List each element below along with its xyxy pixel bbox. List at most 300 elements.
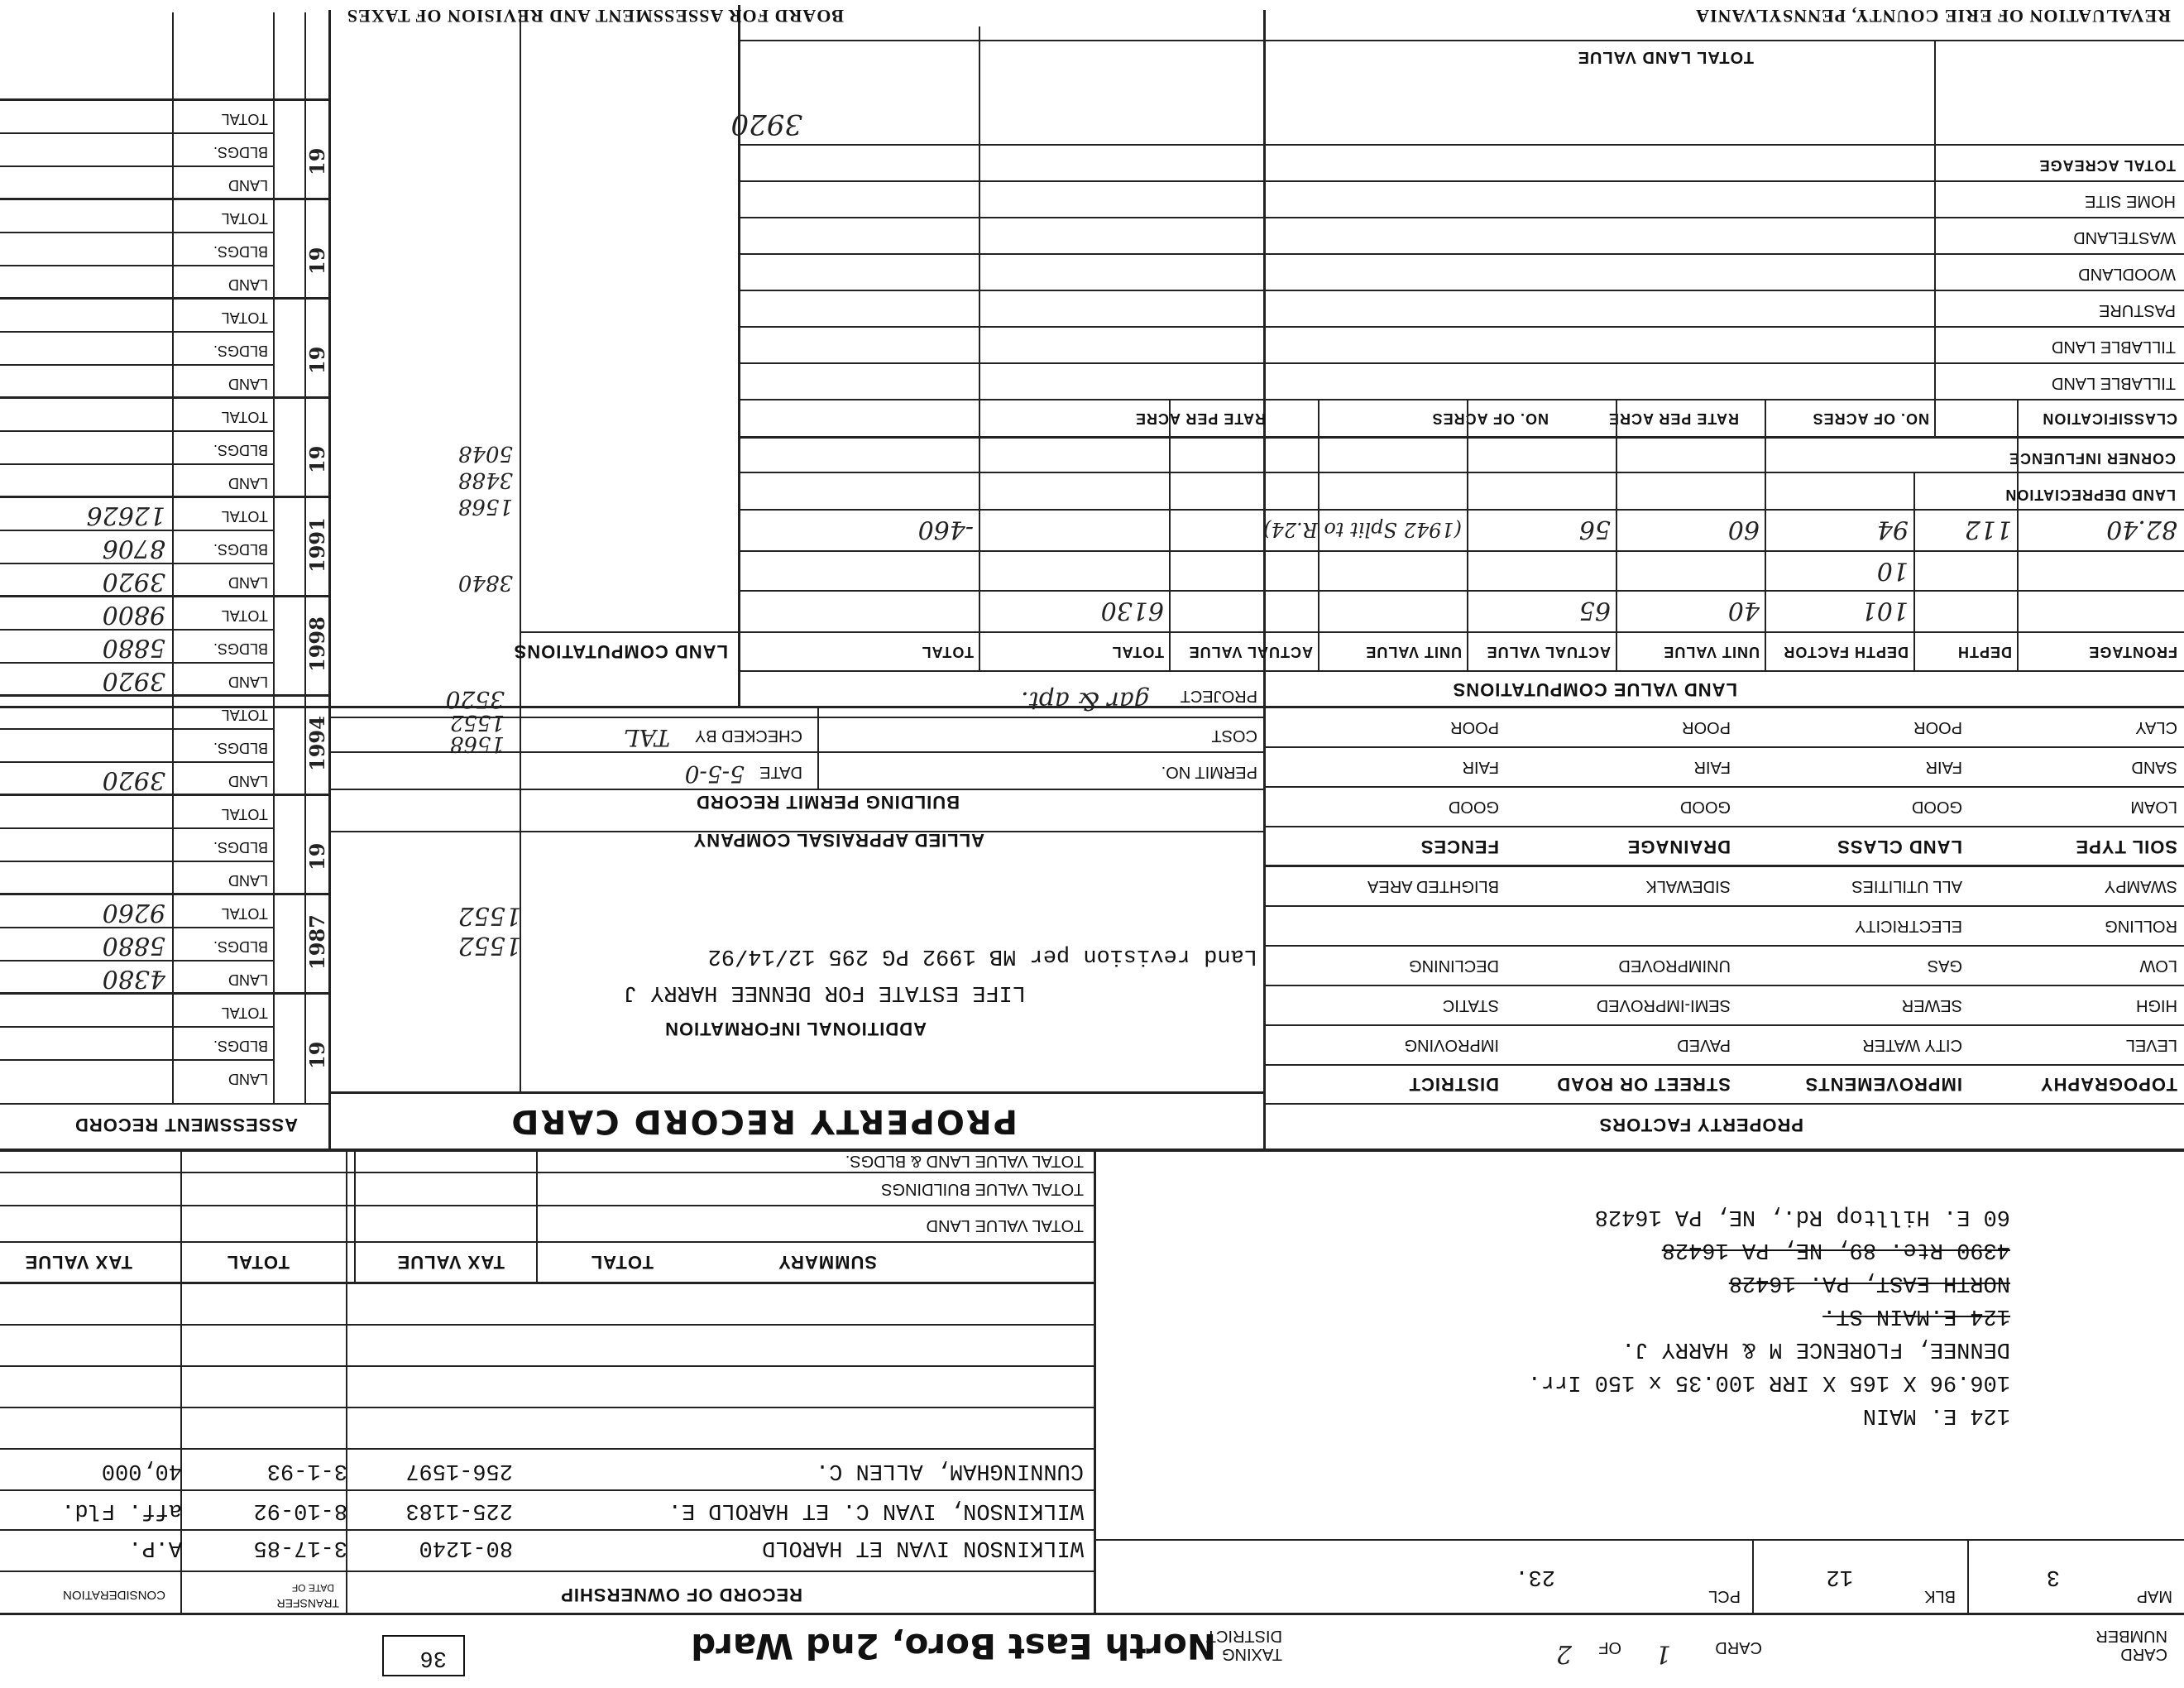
assessment-label: TOTAL (221, 111, 268, 127)
pf-cell: POOR (1913, 718, 1962, 737)
corner-influence-label: CORNER INFLUENCE (2008, 450, 2176, 467)
pf-cell: SWAMPY (2104, 877, 2177, 896)
acreage-row: WOODLAND (2078, 265, 2176, 283)
lv-col: FRONTAGE (2088, 644, 2177, 661)
summary-rule (0, 1172, 1096, 1173)
assessment-rule (0, 1103, 331, 1105)
assessment-value: 5880 (102, 633, 165, 662)
lc-value: 1568 (457, 494, 513, 519)
of-value: 2 (1555, 1639, 1572, 1668)
pf-rule (1266, 826, 2184, 827)
additional-title: ADDITIONAL INFORMATION (664, 1019, 927, 1039)
lv-col: DEPTH FACTOR (1783, 644, 1909, 661)
lv-col: ACTUAL VALUE (1188, 644, 1313, 661)
assessment-label: LAND (228, 773, 268, 789)
map-value: 3 (2046, 1564, 2060, 1589)
pf-cell: LOAM (2130, 798, 2177, 817)
assessment-label: TOTAL (221, 508, 268, 525)
assessment-label: TOTAL (221, 806, 268, 822)
lc-value: 5048 (457, 441, 513, 466)
pf-row (1266, 711, 2184, 744)
pf-cell: PAVED (1677, 1036, 1731, 1055)
lv-cell: 6130 (1100, 596, 1164, 626)
summary-rule (0, 1282, 1096, 1284)
address-line: 4390 Rte. 89, NE, PA 16428 (1661, 1237, 2010, 1262)
pf-row (1266, 790, 2184, 823)
lc-value: 1552 (457, 901, 521, 930)
assessment-row-rule (0, 827, 275, 829)
assessment-label: LAND (228, 376, 268, 392)
lv-cell: 101 (1861, 596, 1909, 626)
lv-rule (740, 631, 2184, 633)
assessment-label: LAND (228, 177, 268, 194)
assessment-label: BLDGS. (213, 640, 268, 657)
header-left: REVALUATION OF ERIE COUNTY, PENNSYLVANIA (1695, 6, 2171, 26)
permit-checked-value: TAL (624, 724, 670, 751)
assessment-block-rule (0, 694, 331, 697)
pf-row (1266, 909, 2184, 942)
lc-value: 1552 (449, 710, 505, 735)
property-card-title: PROPERTY RECORD CARD (510, 1102, 1018, 1140)
pf-col: LAND CLASS (1837, 837, 1962, 857)
pf-cell: ROLLING (2105, 917, 2177, 936)
lv-cell: 60 (1727, 515, 1760, 544)
address-line: 124 E. MAIN (1862, 1403, 2010, 1427)
pf-rule (1266, 746, 2184, 748)
pf-col: TOPOGRAPHY (2039, 1074, 2177, 1095)
address-line: 60 E. Hilltop Rd., NE, PA 16428 (1594, 1204, 2010, 1229)
assessment-row-rule (0, 728, 275, 730)
center-rule (331, 1091, 1266, 1094)
ownership-rule (0, 1407, 1096, 1408)
land-value-title: LAND VALUE COMPUTATIONS (1452, 679, 1737, 700)
assessment-label: BLDGS. (213, 343, 268, 359)
pf-col: DISTRICT (1408, 1074, 1499, 1095)
ownership-rule (0, 1489, 1096, 1491)
lv-row (740, 513, 2184, 546)
allied-label: ALLIED APPRAISAL COMPANY (692, 830, 984, 851)
acreage-col: NO. OF ACRES (1812, 410, 1929, 428)
lv-cell: 94 (1876, 515, 1909, 544)
lv-col: ACTUAL VALUE (1486, 644, 1611, 661)
assessment-value: 8706 (102, 534, 165, 563)
assessment-row-rule (0, 761, 275, 763)
summary-tax-label: TAX VALUE (396, 1252, 505, 1273)
acreage-headers (1266, 402, 2184, 435)
ownership-title: RECORD OF OWNERSHIP (560, 1585, 802, 1605)
assessment-row-rule (0, 563, 275, 564)
acreage-col: NO. OF ACRES (1431, 410, 1549, 428)
summary-rule (0, 1241, 1096, 1243)
assessment-divider (328, 10, 331, 1152)
acreage-row: TILLABLE LAND (2051, 338, 2176, 356)
pf-cell: SEWER (1901, 996, 1962, 1015)
assessment-value: 9800 (102, 600, 165, 629)
pf-rule (1266, 905, 2184, 907)
owner-name: WILKINSON, IVAN C. ET HAROLD E. (668, 1498, 1084, 1523)
acreage-rule (740, 399, 2184, 400)
acreage-rule (740, 180, 2184, 182)
transfer-label: TRANSFER (276, 1597, 339, 1610)
permit-date-value: 5-5-0 (684, 760, 745, 788)
acreage-row: PASTURE (2099, 301, 2176, 319)
card-number-label: CARD NUMBER (2095, 1627, 2167, 1663)
acreage-row: TILLABLE LAND (2051, 374, 2176, 392)
assessment-label: LAND (228, 971, 268, 988)
assessment-label: BLDGS. (213, 839, 268, 856)
assessment-value: 3920 (102, 765, 165, 794)
taxing-district: North East Boro, 2nd Ward (691, 1626, 1216, 1666)
pf-row (1266, 949, 2184, 982)
assessment-value: 9260 (102, 898, 165, 927)
lv-cell: 56 (1578, 515, 1611, 544)
assessment-year: 19 (305, 842, 329, 870)
assessment-label: TOTAL (221, 905, 268, 922)
pf-cell: FAIR (1925, 758, 1962, 777)
permit-checked-label: CHECKED BY (694, 727, 802, 745)
pf-row (1266, 750, 2184, 784)
pf-cell: SIDEWALK (1645, 877, 1731, 896)
lv-divider (1169, 399, 1171, 672)
property-factors-title: PROPERTY FACTORS (1598, 1115, 1803, 1135)
permit-project-amount: 3520 (445, 686, 505, 713)
lv-divider (1934, 41, 1936, 439)
map-divider (1967, 1541, 1969, 1615)
assessment-row-rule (0, 265, 275, 266)
assessment-row-rule (0, 1059, 275, 1061)
owner-consideration: A.P. (128, 1535, 182, 1560)
additional-handwritten (458, 900, 521, 960)
acreage-col: CLASSIFICATION (2042, 410, 2177, 428)
assessment-block-rule (0, 496, 331, 498)
summary-row-label: TOTAL VALUE LAND (926, 1216, 1084, 1235)
assessment-row-rule (0, 629, 275, 631)
assessment-row-rule (0, 430, 275, 432)
summary-total-label: TOTAL (590, 1252, 654, 1273)
acreage-row: WASTELAND (2073, 228, 2176, 247)
assessment-year: 19 (305, 247, 329, 275)
pf-cell: GOOD (1448, 798, 1499, 817)
assessment-label: BLDGS. (213, 740, 268, 756)
permit-divider (817, 707, 819, 790)
pf-cell: STATIC (1442, 996, 1499, 1015)
lv-cell: 82.40 (2106, 515, 2177, 544)
pf-cell: IMPROVING (1404, 1036, 1499, 1055)
pf-cell: CITY WATER (1862, 1036, 1962, 1055)
pf-cell: BLIGHTED AREA (1367, 877, 1499, 896)
land-computations-title: LAND COMPUTATIONS (513, 641, 728, 662)
center-rule (331, 831, 1266, 832)
assessment-year: 19 (305, 147, 329, 175)
pf-rule (1266, 1024, 2184, 1026)
lv-col: DEPTH (1956, 644, 2012, 661)
owner-ref: 256-1597 (405, 1458, 513, 1483)
assessment-row-rule (0, 232, 275, 233)
assessment-label: BLDGS. (213, 144, 268, 161)
assessment-label: LAND (228, 574, 268, 591)
date-of-label: DATE OF (291, 1582, 334, 1594)
assessment-label: TOTAL (221, 210, 268, 227)
summary-tax-label-2: TAX VALUE (24, 1252, 132, 1273)
assessment-label: TOTAL (221, 607, 268, 624)
pf-col: IMPROVEMENTS (1804, 1074, 1962, 1095)
ownership-row (8, 1531, 1084, 1564)
lv-cell: -460 (917, 515, 974, 544)
lv-column-headers (740, 635, 2184, 669)
pf-rule (1266, 786, 2184, 788)
owner-date: 8-10-92 (253, 1498, 347, 1523)
lc-value: 1552 (457, 931, 521, 960)
assessment-value: 4380 (102, 964, 165, 993)
assessment-year: 1998 (305, 616, 329, 672)
permit-date-label: DATE (759, 763, 802, 781)
total-land-value-label: TOTAL LAND VALUE (1577, 48, 1754, 66)
of-label: OF (1598, 1638, 1621, 1657)
assessment-label: TOTAL (221, 309, 268, 326)
pf-column-headers (1266, 830, 2184, 863)
acreage-rule (740, 253, 2184, 255)
permit-title: BUILDING PERMIT RECORD (696, 792, 960, 813)
lv-col: UNIT VALUE (1663, 644, 1760, 661)
owner-consideration: aff. Fld. (61, 1498, 182, 1523)
pf-row (1266, 989, 2184, 1022)
pf-cell: HIGH (2136, 996, 2177, 1015)
land-depreciation-label: LAND DEPRECIATION (2004, 487, 2176, 503)
assessment-year: 19 (305, 346, 329, 374)
assessment-label: BLDGS. (213, 243, 268, 260)
lv-divider (738, 5, 740, 708)
pf-rule (1266, 985, 2184, 986)
card-label: CARD (1715, 1638, 1762, 1657)
pf-cell: FAIR (1693, 758, 1731, 777)
assessment-label: LAND (228, 674, 268, 690)
assessment-row-rule (0, 927, 275, 928)
lv-cell: 112 (1964, 515, 2012, 544)
assessment-label: BLDGS. (213, 938, 268, 955)
pf-cell: CLAY (2135, 718, 2177, 737)
lv-row (740, 554, 2184, 587)
pf-cell: POOR (1450, 718, 1499, 737)
assessment-value: 3920 (102, 666, 165, 695)
header-rule (0, 1613, 2184, 1615)
assessment-label: LAND (228, 276, 268, 293)
ownership-row (8, 1454, 1084, 1487)
lc-value: 1568 (449, 731, 505, 756)
lv-col: TOTAL (1111, 644, 1164, 661)
assessment-year: 19 (305, 445, 329, 473)
acreage-row: HOME SITE (2084, 192, 2176, 210)
address-line: 106.96 X 165 X IRR 100.35 x 150 Irr. (1527, 1369, 2010, 1394)
ownership-title-rule (0, 1571, 1096, 1572)
assessment-row-rule (0, 463, 275, 465)
pf-cell: LEVEL (2125, 1036, 2177, 1055)
assessment-label: TOTAL (221, 707, 268, 723)
assessment-block-rule (0, 992, 331, 995)
ownership-rule (0, 1529, 1096, 1531)
assessment-title: ASSESSMENT RECORD (74, 1115, 298, 1135)
assessment-label: LAND (228, 475, 268, 492)
pf-cell: LOW (2139, 957, 2177, 976)
value-divider (172, 12, 174, 1105)
pf-cell: SAND (2131, 758, 2177, 777)
pf-cell: FAIR (1462, 758, 1499, 777)
assessment-label: LAND (228, 1071, 268, 1087)
blk-divider (1752, 1541, 1754, 1615)
assessment-label: BLDGS. (213, 541, 268, 558)
assessment-year: 1991 (305, 517, 329, 573)
lv-divider (1913, 473, 1915, 672)
total-land-value: 3920 (730, 108, 802, 141)
pf-rule (1266, 945, 2184, 947)
assessment-label: BLDGS. (213, 442, 268, 458)
pf-col: FENCES (1420, 837, 1499, 857)
center-right-divider (520, 10, 521, 1094)
assessment-year: 1994 (305, 716, 329, 771)
assessment-row-rule (0, 1026, 275, 1028)
blk-label: BLK (1924, 1587, 1956, 1605)
pf-cell: GOOD (1911, 798, 1962, 817)
acreage-col: RATE PER ACRE (1607, 410, 1739, 428)
assessment-row-rule (0, 165, 275, 167)
assessment-value: 3920 (102, 567, 165, 596)
assessment-row-rule (0, 132, 275, 134)
acreage-rule (740, 326, 2184, 328)
pf-col: SOIL TYPE (2075, 837, 2177, 857)
summary-title: SUMMARY (778, 1252, 877, 1273)
taxing-district-label: TAXING DISTRICT (1205, 1627, 1282, 1663)
lv-col: TOTAL (921, 644, 974, 661)
pf-cell: ALL UTILITIES (1851, 877, 1962, 896)
assessment-block-rule (0, 396, 331, 399)
summary-rule (0, 1205, 1096, 1206)
permit-project-value: gar & apt. (1021, 686, 1150, 715)
pf-col: DRAINAGE (1626, 837, 1731, 857)
permit-rule (331, 717, 1266, 718)
ownership-rule (0, 1448, 1096, 1450)
pf-cell: UNIMPROVED (1618, 957, 1731, 976)
ownership-rule (0, 1324, 1096, 1326)
additional-line1: LIFE ESTATE FOR DENNEE HARRY J (623, 980, 1026, 1005)
acreage-rule (740, 217, 2184, 218)
lv-cell: 65 (1578, 596, 1611, 626)
assessment-row-rule (0, 861, 275, 862)
permit-rule (331, 789, 1266, 790)
pf-row (1266, 870, 2184, 903)
pf-cell: GAS (1927, 957, 1962, 976)
assessment-block-rule (0, 794, 331, 796)
assessment-year: 19 (305, 1041, 329, 1069)
address-line: NORTH EAST, PA. 16428 (1728, 1270, 2010, 1295)
lv-cell: 40 (1727, 596, 1760, 626)
lv-rule (740, 590, 2184, 592)
address-block (1528, 1200, 2010, 1431)
ownership-row (8, 1494, 1084, 1527)
address-line: DENNEE, FLORENCE M & HARRY J. (1621, 1336, 2010, 1361)
lc-value: 3488 (457, 468, 513, 492)
header-right: BOARD FOR ASSESSMENT AND REVISION OF TAXES (346, 6, 844, 26)
assessment-year: 1987 (305, 914, 329, 970)
box-number: 36 (419, 1645, 447, 1670)
acreage-row: TOTAL ACREAGE (2038, 157, 2176, 174)
acreage-rule (740, 144, 2184, 146)
owner-date: 3-1-93 (266, 1458, 347, 1483)
pf-row (1266, 1029, 2184, 1062)
lv-rule (740, 436, 2184, 439)
assessment-label: BLDGS. (213, 1038, 268, 1054)
pcl-label: PCL (1708, 1587, 1741, 1605)
lv-cell: 10 (1876, 556, 1909, 586)
acreage-rule (740, 362, 2184, 364)
lv-rule (740, 550, 2184, 552)
pf-cell: ELECTRICITY (1854, 917, 1962, 936)
acreage-rule (740, 290, 2184, 291)
pf-rule (1266, 1103, 2184, 1105)
card-value: 1 (1655, 1639, 1671, 1668)
owner-name: CUNNINGHAM, ALLEN C. (815, 1458, 1084, 1483)
lv-rule (740, 670, 2184, 672)
pf-cell: GOOD (1679, 798, 1731, 817)
pf-cell: POOR (1682, 718, 1731, 737)
assessment-block-rule (0, 595, 331, 597)
pf-column-headers (1266, 1067, 2184, 1101)
lv-col: UNIT VALUE (1365, 644, 1462, 661)
assessment-value: 5880 (102, 931, 165, 960)
permit-project-label: PROJECT (1180, 687, 1257, 705)
pcl-value: 23. (1515, 1564, 1555, 1589)
lv-divider (1467, 399, 1468, 672)
permit-cost-label: COST (1211, 727, 1257, 745)
lc-values (458, 440, 513, 596)
lv-rule (740, 472, 2184, 473)
owner-ref: 225-1183 (405, 1498, 513, 1523)
assessment-block-rule (0, 297, 331, 300)
parcel-rule (1096, 1539, 2184, 1541)
pf-cell: DECLINING (1409, 957, 1499, 976)
assessment-value: 12626 (86, 501, 165, 530)
pf-rule (1266, 865, 2184, 867)
owner-ref: 80-1240 (419, 1535, 513, 1560)
summary-total-label-2: TOTAL (226, 1252, 290, 1273)
consideration-label: CONSIDERATION (63, 1588, 165, 1602)
lv-divider (979, 26, 980, 672)
parcel-divider (1094, 1152, 1096, 1615)
additional-line2: Land revision per MB 1992 PG 295 12/14/92 (707, 943, 1257, 968)
pf-cell: SEMI-IMPROVED (1596, 996, 1731, 1015)
permit-no-label: PERMIT NO. (1161, 763, 1257, 781)
assessment-row-rule (0, 530, 275, 531)
lv-divider (2017, 399, 2019, 672)
assessment-row-rule (0, 960, 275, 961)
lv-divider (1765, 399, 1766, 672)
ownership-rule (0, 1365, 1096, 1367)
lv-rule (740, 509, 2184, 511)
blk-value: 12 (1826, 1564, 1853, 1589)
owner-name: WILKINSON IVAN ET HAROLD (762, 1535, 1084, 1560)
assessment-block-rule (0, 98, 331, 101)
map-label: MAP (2136, 1587, 2172, 1605)
section-rule (0, 1149, 2184, 1152)
owner-consideration: 40,000 (101, 1458, 182, 1483)
assessment-row-rule (0, 364, 275, 366)
acreage-rule (740, 40, 2184, 41)
lc-rule (521, 631, 740, 633)
assessment-label: TOTAL (221, 409, 268, 425)
lv-cell: (1942 Split to R.24) (1263, 518, 1462, 541)
assessment-label: LAND (228, 872, 268, 889)
pf-rule (1266, 1064, 2184, 1066)
lv-divider (1318, 399, 1320, 672)
assessment-block-rule (0, 198, 331, 200)
